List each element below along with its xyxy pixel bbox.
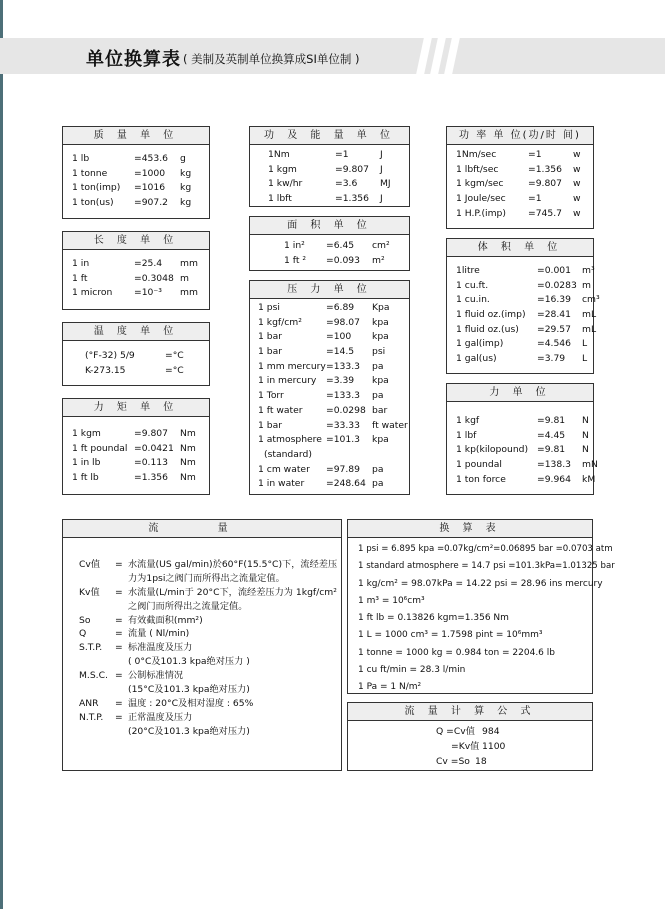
unit-symbol: psi — [372, 346, 386, 358]
table-title: 流 量 计 算 公 式 — [348, 703, 592, 721]
flow-formula-table — [347, 702, 593, 771]
unit-value: =0.0283 — [537, 279, 577, 291]
table-row — [258, 477, 409, 492]
unit-value: =101.3 — [326, 434, 361, 446]
definition-sep: = — [115, 559, 123, 570]
power-units-table — [446, 126, 594, 229]
unit-name: 1 kgf/cm² — [258, 316, 302, 328]
unit-symbol: J — [380, 163, 383, 175]
conversion-row: 1 tonne = 1000 kg = 0.984 ton = 2204.6 lb — [358, 647, 555, 658]
table-row — [268, 163, 409, 178]
unit-value: =16.39 — [537, 294, 572, 306]
unit-value: =100 — [326, 331, 352, 343]
unit-name: 1 in mercury — [258, 375, 317, 387]
unit-symbol: m — [582, 279, 591, 291]
definition-row — [79, 655, 341, 669]
definition-term: So — [79, 614, 91, 626]
unit-value: =25.4 — [134, 258, 163, 269]
unit-value: =907.2 — [134, 197, 169, 209]
unit-name: 1 kgm/sec — [456, 178, 504, 190]
table-title: 体 积 单 位 — [447, 239, 593, 257]
unit-value: =0.0298 — [326, 404, 366, 416]
unit-symbol: N — [582, 444, 589, 456]
unit-name: 1 bar — [258, 346, 283, 358]
unit-symbol: m³ — [582, 265, 595, 276]
unit-name: 1 H.P.(imp) — [456, 207, 506, 219]
unit-name: 1 ton(imp) — [72, 182, 121, 194]
definition-row — [79, 711, 341, 725]
conversion-row: 1 Pa = 1 N/m² — [358, 682, 422, 693]
unit-value: =3.39 — [326, 375, 355, 387]
definition-text: ( 0°C及101.3 kpa绝对压力 ) — [128, 656, 250, 668]
unit-value: =0.001 — [537, 265, 572, 276]
unit-symbol: L — [582, 353, 588, 365]
definition-term: Cv值 — [79, 559, 101, 570]
unit-name: 1 lb — [72, 153, 90, 164]
unit-value: =0.093 — [326, 254, 361, 266]
unit-symbol: mL — [582, 323, 597, 335]
table-title: 流 量 — [63, 520, 341, 538]
definition-sep: = — [115, 628, 123, 640]
volume-units-table — [446, 238, 600, 374]
unit-symbol: mN — [582, 459, 598, 471]
definition-sep: = — [115, 697, 123, 709]
unit-value: =9.807 — [528, 178, 563, 190]
unit-value: =9.964 — [537, 473, 572, 485]
unit-value: =10⁻³ — [134, 287, 162, 299]
unit-name: 1 lbft/sec — [456, 163, 499, 175]
conversion-row: 1 standard atmosphere = 14.7 psi =101.3kPa=1.01325 bar — [358, 561, 615, 572]
unit-value: =4.546 — [537, 338, 572, 350]
unit-name: 1 lbft — [268, 193, 292, 205]
unit-symbol: w — [573, 207, 581, 219]
table-row — [258, 360, 409, 375]
unit-value: =29.57 — [537, 323, 572, 335]
table-row — [258, 448, 409, 463]
unit-value: =28.41 — [537, 309, 572, 321]
unit-name: 1 gal(imp) — [456, 338, 504, 350]
table-row — [456, 264, 593, 279]
unit-name: 1 Torr — [258, 390, 284, 402]
unit-value: =133.3 — [326, 360, 361, 372]
unit-name: 1 cm water — [258, 463, 310, 475]
table-title: 压 力 单 位 — [250, 281, 409, 299]
unit-name: 1 fluid oz.(imp) — [456, 309, 526, 321]
formula-lhs: =Kv值 — [451, 741, 480, 752]
unit-value: =1.356 — [134, 472, 169, 484]
unit-symbol: cm² — [372, 240, 390, 251]
definition-term: M.S.C. — [79, 670, 108, 682]
unit-name: 1 kp(kilopound) — [456, 444, 529, 456]
unit-value: =745.7 — [528, 207, 563, 219]
table-row — [456, 473, 596, 488]
unit-name: 1Nm — [268, 149, 290, 160]
unit-value: =0.0421 — [134, 442, 174, 454]
definition-row — [79, 572, 341, 586]
unit-value: =133.3 — [326, 390, 361, 402]
table-row — [456, 148, 593, 163]
definition-text: 有效截面积(mm²) — [128, 614, 203, 626]
unit-value: =138.3 — [537, 459, 572, 471]
definition-text: 水流量(L/min于 20°C下，流经差压力为 1kgf/cm² — [128, 586, 337, 598]
table-title: 力 单 位 — [447, 384, 593, 402]
unit-name: 1 ft water — [258, 404, 303, 416]
definition-row — [79, 600, 341, 614]
table-title: 长 度 单 位 — [63, 232, 209, 250]
unit-symbol: Nm — [180, 457, 196, 469]
table-row — [456, 352, 593, 367]
table-row — [258, 330, 409, 345]
flow-definitions-table — [62, 519, 342, 771]
unit-symbol: g — [180, 153, 186, 164]
unit-name: 1 ft poundal — [72, 442, 128, 454]
unit-name: 1 kw/hr — [268, 178, 303, 190]
table-row — [258, 404, 409, 419]
formula-rhs: 1100 — [482, 741, 506, 752]
table-row — [258, 419, 409, 434]
formula-rhs: =°C — [165, 350, 184, 361]
unit-value: =98.07 — [326, 316, 361, 328]
energy-units-table — [249, 126, 410, 207]
table-row — [268, 148, 409, 163]
definition-term: Kv值 — [79, 586, 100, 598]
unit-value: =4.45 — [537, 429, 566, 441]
torque-units-table — [62, 398, 210, 495]
unit-symbol: kpa — [372, 434, 389, 446]
table-row — [72, 442, 209, 457]
definition-term: S.T.P. — [79, 642, 103, 654]
unit-symbol: kpa — [372, 331, 389, 343]
formula-row — [348, 724, 592, 739]
unit-value: =453.6 — [134, 153, 169, 164]
area-units-table — [249, 216, 410, 271]
unit-symbol: kM — [582, 473, 596, 485]
table-title: 面 积 单 位 — [250, 217, 409, 235]
unit-value: =9.81 — [537, 415, 566, 426]
unit-name: 1 bar — [258, 331, 283, 343]
definition-text: 温度 : 20°C及相对湿度 : 65% — [128, 697, 254, 709]
definition-text: 公制标准情况 — [128, 670, 184, 682]
formula-lhs: Q =Cv值 — [436, 726, 475, 737]
formula-lhs: Cv =So — [436, 756, 470, 767]
unit-symbol: kpa — [372, 316, 389, 328]
unit-value: =1.356 — [335, 193, 370, 205]
unit-name: (standard) — [264, 448, 312, 460]
pressure-units-table — [249, 280, 410, 495]
unit-name: 1 psi — [258, 302, 280, 313]
table-row — [258, 463, 409, 478]
formula-rhs: =°C — [165, 364, 184, 376]
unit-value: =248.64 — [326, 478, 366, 490]
definition-row — [79, 586, 341, 600]
unit-symbol: mm — [180, 258, 198, 269]
unit-name: 1 Joule/sec — [456, 193, 506, 205]
unit-symbol: w — [573, 178, 581, 190]
conversion-row: 1 psi = 6.895 kpa =0.07kg/cm²=0.06895 bar =0.0703 atm — [358, 544, 613, 554]
definition-text: 水流量(US gal/min)於60°F(15.5°C)下，流经差压 — [128, 559, 338, 570]
left-edge-bar — [0, 0, 3, 909]
temperature-units-table — [62, 322, 210, 386]
unit-value: =1 — [528, 149, 542, 160]
table-row — [72, 286, 209, 301]
unit-symbol: kg — [180, 197, 192, 209]
definition-text: (15°C及101.3 kpa绝对压力) — [128, 684, 250, 696]
unit-value: =0.113 — [134, 457, 169, 469]
table-title: 力 矩 单 位 — [63, 399, 209, 417]
unit-name: 1 mm mercury — [258, 360, 326, 372]
unit-name: 1 ft lb — [72, 472, 99, 484]
unit-value: =14.5 — [326, 346, 355, 358]
force-units-table — [446, 383, 598, 495]
definition-text: (20°C及101.3 kpa绝对压力) — [128, 725, 250, 737]
table-title: 功 及 能 量 单 位 — [250, 127, 409, 145]
unit-value: =1 — [335, 149, 349, 160]
table-title: 换 算 表 — [348, 520, 592, 538]
unit-name: 1 lbf — [456, 429, 477, 441]
page-subtitle: ( 美制及英制单位换算成SI单位制 ) — [183, 52, 360, 66]
unit-name: 1 kgm — [268, 163, 297, 175]
formula-lhs: (°F-32) 5/9 — [85, 350, 135, 361]
table-row — [456, 308, 597, 323]
table-row — [456, 163, 593, 178]
unit-value: =9.807 — [335, 163, 370, 175]
unit-name: 1 poundal — [456, 459, 502, 471]
table-row — [85, 364, 209, 379]
table-row — [456, 458, 598, 473]
table-row — [72, 152, 209, 167]
formula-row — [348, 739, 592, 754]
unit-name: 1 kgf — [456, 415, 480, 426]
conversion-row: 1 m³ = 10⁶cm³ — [358, 595, 425, 606]
unit-symbol: N — [582, 415, 589, 426]
length-units-table — [62, 231, 210, 310]
unit-name: 1 bar — [258, 419, 283, 431]
table-row — [72, 427, 209, 442]
unit-name: 1 in lb — [72, 457, 101, 469]
unit-symbol: pa — [372, 360, 384, 372]
table-row — [456, 177, 593, 192]
definition-sep: = — [115, 670, 123, 682]
table-row — [72, 272, 209, 287]
table-row — [85, 349, 209, 364]
table-title: 质 量 单 位 — [63, 127, 209, 145]
table-row — [456, 207, 593, 222]
unit-value: =1.356 — [528, 163, 563, 175]
definition-sep: = — [115, 586, 123, 598]
table-row — [258, 345, 409, 360]
unit-symbol: Nm — [180, 442, 196, 454]
formula-rhs: 984 — [482, 726, 500, 737]
unit-value: =1016 — [134, 182, 166, 194]
unit-value: =6.89 — [326, 302, 355, 313]
unit-value: =3.6 — [335, 178, 358, 190]
unit-symbol: pa — [372, 478, 384, 490]
unit-symbol: MJ — [380, 178, 391, 190]
definition-text: 正常温度及压力 — [128, 711, 193, 723]
unit-name: 1 ton(us) — [72, 197, 114, 209]
unit-name: 1litre — [456, 265, 480, 276]
unit-symbol: pa — [372, 390, 384, 402]
unit-name: 1 cu.in. — [456, 294, 490, 306]
unit-symbol: J — [380, 149, 383, 160]
unit-symbol: mL — [582, 309, 597, 321]
table-row — [456, 337, 593, 352]
unit-value: =0.3048 — [134, 272, 174, 284]
unit-symbol: mm — [180, 287, 198, 299]
unit-symbol: m — [180, 272, 189, 284]
table-row — [268, 192, 409, 207]
table-row — [284, 254, 409, 269]
page-title: 单位换算表 — [86, 49, 181, 70]
unit-value: =1 — [528, 193, 542, 205]
definition-term: N.T.P. — [79, 711, 104, 723]
table-row — [72, 167, 209, 182]
unit-value: =9.807 — [134, 428, 169, 439]
unit-symbol: w — [573, 149, 581, 160]
table-row — [258, 301, 409, 316]
table-row — [258, 433, 409, 448]
definition-sep: = — [115, 711, 123, 723]
definition-sep: = — [115, 642, 123, 654]
unit-value: =3.79 — [537, 353, 566, 365]
unit-name: 1 fluid oz.(us) — [456, 323, 519, 335]
unit-name: 1Nm/sec — [456, 149, 497, 160]
unit-value: =97.89 — [326, 463, 361, 475]
unit-symbol: ft water — [372, 419, 408, 431]
unit-name: 1 in — [72, 258, 90, 269]
unit-name: 1 ton force — [456, 473, 506, 485]
unit-symbol: J — [380, 193, 383, 205]
table-row — [72, 257, 209, 272]
unit-name: 1 tonne — [72, 167, 108, 179]
table-row — [456, 414, 593, 429]
unit-symbol: bar — [372, 404, 388, 416]
conversion-row: 1 kg/cm² = 98.07kPa = 14.22 psi = 28.96 ins mercury — [358, 578, 603, 589]
unit-symbol: kpa — [372, 375, 389, 387]
table-row — [456, 323, 597, 338]
unit-symbol: pa — [372, 463, 384, 475]
unit-value: =1000 — [134, 167, 166, 179]
unit-name: 1 ft — [72, 272, 88, 284]
table-row — [258, 374, 409, 389]
unit-name: 1 kgm — [72, 428, 101, 439]
table-row — [456, 279, 593, 294]
unit-name: 1 micron — [72, 287, 113, 299]
table-row — [72, 456, 209, 471]
table-row — [456, 192, 593, 207]
definition-row — [79, 641, 341, 655]
table-row — [72, 196, 209, 211]
unit-name: 1 cu.ft. — [456, 279, 489, 291]
table-row — [258, 316, 409, 331]
unit-symbol: L — [582, 338, 588, 350]
table-row — [456, 293, 600, 308]
unit-name: 1 in water — [258, 478, 305, 490]
unit-symbol: Nm — [180, 428, 196, 439]
definition-row — [79, 697, 341, 711]
conversion-row: 1 L = 1000 cm³ = 1.7598 pint = 10⁶mm³ — [358, 630, 543, 641]
unit-symbol: kg — [180, 182, 192, 194]
definition-sep: = — [115, 614, 123, 626]
definition-term: ANR — [79, 697, 99, 709]
unit-symbol: kg — [180, 167, 192, 179]
unit-name: 1 in² — [284, 240, 305, 251]
conversion-row: 1 ft lb = 0.13826 kgm=1.356 Nm — [358, 613, 509, 624]
unit-symbol: w — [573, 193, 581, 205]
conversion-row: 1 cu ft/min = 28.3 l/min — [358, 665, 466, 676]
definition-row — [79, 683, 341, 697]
unit-symbol: N — [582, 429, 589, 441]
formula-lhs: K-273.15 — [85, 364, 126, 376]
unit-symbol: cm³ — [582, 294, 600, 306]
unit-symbol: m² — [372, 254, 385, 266]
unit-symbol: Kpa — [372, 302, 390, 313]
table-row — [284, 239, 409, 254]
table-title: 功 率 单 位(功/时 间) — [447, 127, 593, 145]
table-row — [72, 181, 209, 196]
unit-symbol: w — [573, 163, 581, 175]
definition-row — [79, 725, 341, 739]
definition-text: 力为1psi之阀门而所得出之流量定值。 — [128, 572, 285, 584]
unit-value: =9.81 — [537, 444, 566, 456]
conversion-table — [347, 519, 615, 694]
unit-name: 1 gal(us) — [456, 353, 497, 365]
table-row — [268, 177, 409, 192]
definition-text: 标准温度及压力 — [128, 642, 193, 654]
definition-term: Q — [79, 628, 87, 640]
mass-units-table — [62, 126, 210, 219]
definition-text: 之阀门而所得出之流量定值。 — [128, 600, 248, 612]
table-row — [72, 471, 209, 486]
unit-value: =33.33 — [326, 419, 361, 431]
definition-row — [79, 669, 341, 683]
table-row — [456, 443, 593, 458]
formula-rhs: 18 — [475, 756, 487, 767]
table-title: 温 度 单 位 — [63, 323, 209, 341]
table-row — [456, 429, 593, 444]
unit-name: 1 atmosphere — [258, 434, 322, 446]
definition-row — [79, 558, 341, 572]
unit-name: 1 ft ² — [284, 254, 307, 266]
unit-symbol: Nm — [180, 472, 196, 484]
definition-row — [79, 614, 341, 628]
table-row — [258, 389, 409, 404]
formula-row — [348, 754, 592, 769]
definition-row — [79, 627, 341, 641]
definition-text: 流量 ( Nl/min) — [128, 628, 190, 640]
unit-value: =6.45 — [326, 240, 355, 251]
